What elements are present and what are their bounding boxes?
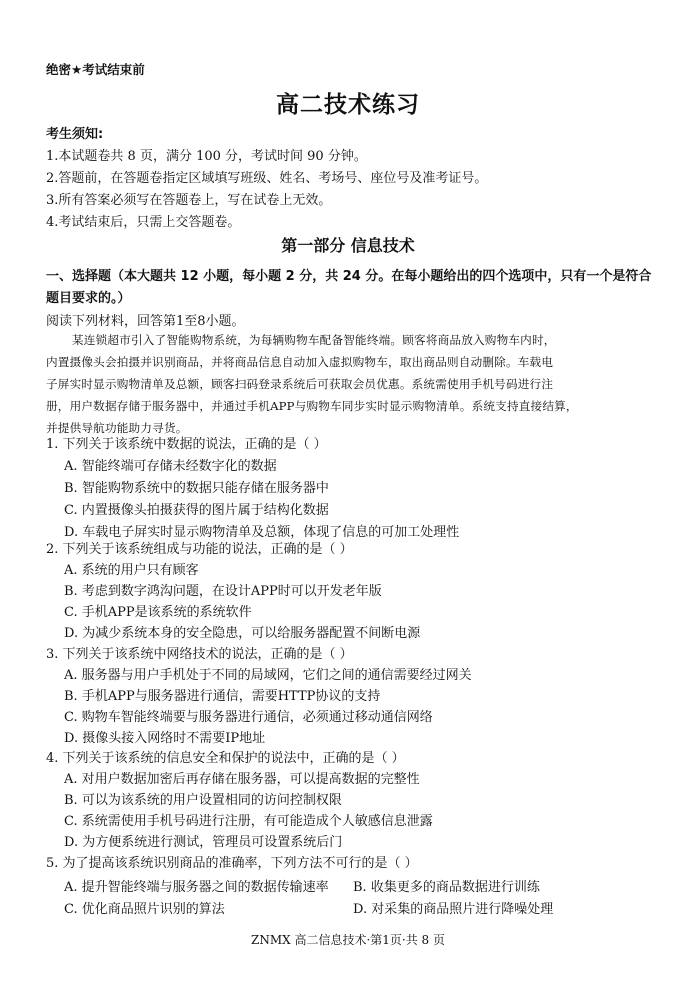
notice-item: 3.所有答案必须写在答题卷上，写在试卷上无效。 [46,193,332,208]
option-d: D. 车载电子屏实时显示购物清单及总额，体现了信息的可加工处理性 [64,525,460,540]
option-a: A. 服务器与用户手机处于不同的局域网，它们之间的通信需要经过网关 [64,668,472,683]
reading-prompt: 阅读下列材料，回答第1至8小题。 [46,314,245,329]
option-d: D. 为减少系统本身的安全隐患，可以给服务器配置不间断电源 [64,626,421,641]
notice-heading: 考生须知: [46,127,104,142]
option-c: C. 购物车智能终端要与服务器进行通信，必须通过移动通信网络 [64,710,433,725]
notice-item: 1.本试题卷共 8 页，满分 100 分，考试时间 90 分钟。 [46,149,367,164]
notice-item: 4.考试结束后，只需上交答题卷。 [46,215,241,230]
option-c: C. 手机APP是该系统的系统软件 [64,605,252,620]
question-stem: 4. 下列关于该系统的信息安全和保护的说法中，正确的是（ ） [46,751,405,766]
option-c: C. 优化商品照片识别的算法 [64,902,225,917]
option-b: B. 收集更多的商品数据进行训练 [353,880,540,895]
passage-line: 子屏实时显示购物清单及总额，顾客扫码登录系统后可获取会员优惠。系统需使用手机号码进行注 [46,377,554,391]
option-d: D. 对采集的商品照片进行降噪处理 [353,902,554,917]
section-title: 第一部分 信息技术 [281,236,415,255]
option-a: A. 提升智能终端与服务器之间的数据传输速率 [64,880,329,895]
section-instruction: 一、选择题（本大题共 12 小题，每小题 2 分，共 24 分。在每小题给出的四个选项中，只有一个是符合题目要求的。） [46,269,652,306]
option-b: B. 手机APP与服务器进行通信，需要HTTP协议的支持 [64,689,381,704]
option-a: A. 系统的用户只有顾客 [64,563,199,578]
question-stem: 3. 下列关于该系统中网络技术的说法，正确的是（ ） [46,647,353,662]
page-title: 高二技术练习 [276,92,420,118]
passage-line: 并提供导航功能助力寻货。 [46,421,188,435]
option-c: C. 内置摄像头拍摄获得的图片属于结构化数据 [64,503,329,518]
passage-line: 册，用户数据存储于服务器中，并通过手机APP与购物车同步实时显示购物清单。系统支持直接结算， [46,399,578,413]
option-b: B. 可以为该系统的用户设置相同的访问控制权限 [64,793,342,808]
option-b: B. 考虑到数字鸿沟问题，在设计APP时可以开发老年版 [64,584,382,599]
option-a: A. 对用户数据加密后再存储在服务器，可以提高数据的完整性 [64,772,420,787]
question-stem: 2. 下列关于该系统组成与功能的说法，正确的是（ ） [46,542,353,557]
passage-line: 某连锁超市引入了智能购物系统，为每辆购物车配备智能终端。顾客将商品放入购物车内时， [72,333,556,347]
option-c: C. 系统需使用手机号码进行注册，有可能造成个人敏感信息泄露 [64,814,433,829]
question-stem: 1. 下列关于该系统中数据的说法，正确的是（ ） [46,437,327,452]
option-b: B. 智能购物系统中的数据只能存储在服务器中 [64,481,329,496]
confidential-label: 绝密★考试结束前 [46,62,145,77]
option-d: D. 为方便系统进行测试，管理员可设置系统后门 [64,835,343,850]
passage-line: 内置摄像头会拍摄并识别商品，并将商品信息自动加入虚拟购物车，取出商品则自动删除。车载电 [46,355,554,369]
notice-item: 2.答题前，在答题卷指定区域填写班级、姓名、考场号、座位号及准考证号。 [46,171,488,186]
option-a: A. 智能终端可存储未经数字化的数据 [64,459,277,474]
question-stem: 5. 为了提高该系统识别商品的准确率，下列方法不可行的是（ ） [46,856,418,871]
option-d: D. 摄像头接入网络时不需要IP地址 [64,731,266,746]
page-footer: ZNMX 高二信息技术·第1页·共 8 页 [250,933,445,947]
